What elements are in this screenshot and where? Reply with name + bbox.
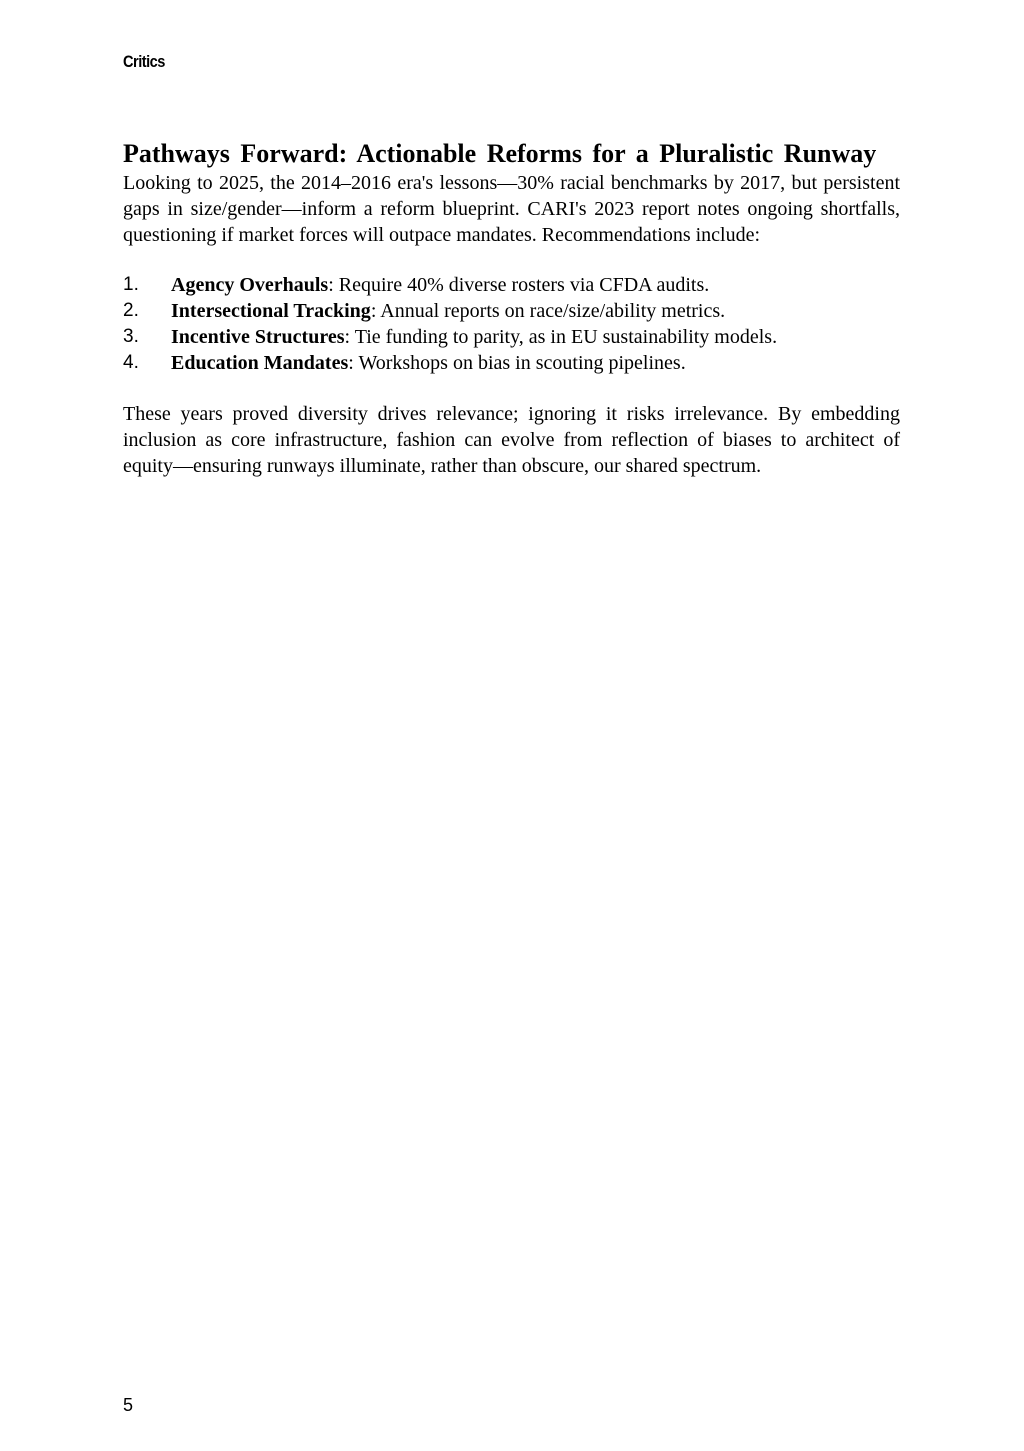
- intro-paragraph: Looking to 2025, the 2014–2016 era's lessons—30% racial benchmarks by 2017, but persistent gaps in size/gender—inform a reform blueprint. CARI's 2023 report notes ongoing shortfalls, questioning if market forces will outpace mandates. Recommendations include:: [123, 172, 900, 246]
- list-item-term: Intersectional Tracking: [171, 300, 371, 322]
- recommendations-list: [123, 272, 900, 376]
- list-item-number: 2.: [123, 300, 139, 321]
- page-number: 5: [123, 1395, 134, 1415]
- list-item-number: 1.: [123, 274, 139, 295]
- list-item-description: : Workshops on bias in scouting pipelines.: [348, 352, 686, 374]
- list-item-description: : Tie funding to parity, as in EU sustainability models.: [344, 326, 778, 348]
- section-title: Pathways Forward: Actionable Reforms for a Pluralistic Runway: [123, 139, 877, 168]
- list-item-term: Education Mandates: [171, 352, 349, 374]
- list-item-number: 3.: [123, 326, 139, 347]
- list-item-term: Agency Overhauls: [171, 274, 329, 296]
- list-item: [123, 350, 900, 376]
- list-item: [123, 324, 900, 350]
- conclusion-paragraph: These years proved diversity drives relevance; ignoring it risks irrelevance. By embedding inclusion as core infrastructure, fashion can evolve from reflection of biases to architect of equity—ensuring runways illuminate, rather than obscure, our shared spectrum.: [123, 403, 900, 477]
- list-item-description: : Annual reports on race/size/ability metrics.: [370, 300, 726, 322]
- list-item-term: Incentive Structures: [171, 326, 345, 348]
- main-content: [123, 138, 900, 479]
- running-header: Critics: [123, 52, 165, 71]
- list-item-number: 4.: [123, 352, 139, 373]
- list-item: [123, 298, 900, 324]
- list-item: [123, 272, 900, 298]
- list-item-description: : Require 40% diverse rosters via CFDA audits.: [328, 274, 710, 296]
